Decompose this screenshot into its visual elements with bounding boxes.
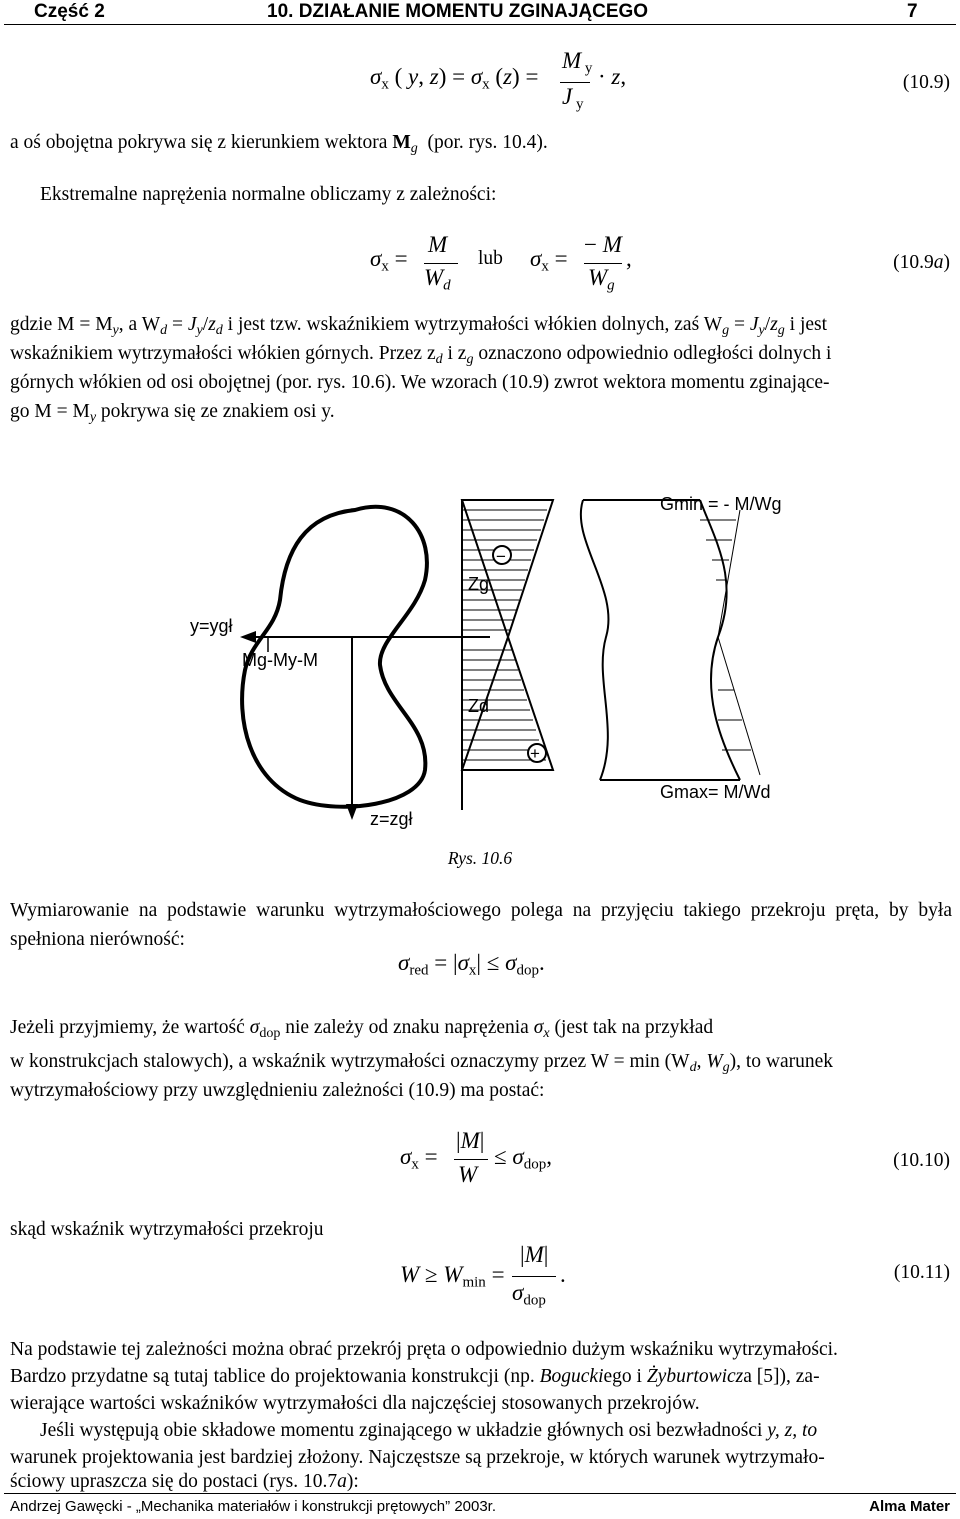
part-label: Część 2	[34, 1, 105, 22]
minus-sign: −	[496, 547, 506, 566]
eq-number-10-11: (10.11)	[893, 1262, 950, 1283]
skad-line: skąd wskaźnik wytrzymałości przekroju	[10, 1219, 324, 1240]
gdzie-line-1: gdzie $M = M_y$, a $W_d = J_y/z_d$ i jest tzw. wskaźnikiem wytrzymałości włókien dolnych, zaś $W_g = J_y/z_g$ i jest	[10, 314, 828, 339]
figure-caption: Rys. 10.6	[447, 848, 513, 868]
footer-publisher: Alma Mater	[869, 1498, 950, 1515]
gdzie-line-2: wskaźnikiem wytrzymałości włókien górnych. Przez $z_d$ i $z_g$ oznaczono odpowiednio odległości dolnych i	[10, 343, 832, 368]
final-line-2: Bardzo przydatne są tutaj tablice do projektowania konstrukcji (np. Boguckiego i Żyburtowicza [5]), za-	[10, 1366, 820, 1387]
page-header	[0, 0, 960, 26]
final-line-1: Na podstawie tej zależności można obrać przekrój pręta o odpowiednio dużym wskaźniku wytrzymałości.	[10, 1339, 838, 1360]
beam-outline	[581, 500, 609, 780]
header-rule	[4, 24, 956, 25]
sigma-max-label: Gmax= M/Wd	[660, 782, 771, 802]
zg-label: Zg	[468, 574, 490, 594]
final-line-5: warunek projektowania jest bardziej złożony. Najczęstsze są przekroje, w których warunek wytrzymało-	[10, 1447, 825, 1468]
plus-sign: +	[530, 744, 540, 763]
page-footer	[0, 1494, 960, 1519]
equation-10-9: $\sigma_x$ ( y, $z) = \sigma_x$ (z) = M $_y$ J $_y$ · z,	[370, 48, 627, 113]
equation-10-11: $W \ge W_{min}$ = |M| $\sigma_{dop}$ .	[400, 1242, 566, 1309]
sigma-min-label: Gmin = - M/Wg	[660, 494, 782, 514]
moment-label: Mg-My-M	[242, 650, 318, 670]
z-axis-label: z=zgł	[370, 809, 413, 829]
eq-number-10-10: (10.10)	[893, 1150, 950, 1171]
final-line-4: Jeśli występują obie składowe momentu zginającego w układzie głównych osi bezwładności y, z, to	[40, 1420, 818, 1441]
jezeli-line-1: Jeżeli przyjmiemy, że wartość $\sigma_{dop}$ nie zależy od znaku naprężenia $\sigma_x$ (jest tak na przykład	[10, 1017, 714, 1042]
eq-number-10-9a: (10.9a)	[893, 252, 950, 273]
equation-10-9a: $\sigma_x$ = M $W_d$ lub $\sigma_x$ = − M $W_g$ ,	[370, 232, 632, 294]
y-axis-label: y=ygł	[190, 616, 233, 636]
jezeli-line-2: w konstrukcjach stalowych), a wskaźnik wytrzymałości oznaczymy przez $W = \min (W_d$, $W_g$), to warunek	[10, 1051, 834, 1076]
final-line-3: wierające wartości wskaźników wytrzymałości dla najczęściej stosowanych przekrojów.	[10, 1393, 700, 1414]
axis-sentence: a oś obojętna pokrywa się z kierunkiem wektora $M_g$ (por. rys. 10.4).	[10, 132, 548, 157]
gdzie-line-4: go $M = M_y$ pokrywa się ze znakiem osi y.	[10, 401, 335, 426]
figure-10-6	[0, 480, 960, 840]
zd-label: Zd	[468, 696, 490, 716]
chapter-title: 10. DZIAŁANIE MOMENTU ZGINAJĄCEGO	[267, 1, 649, 22]
jezeli-line-3: wytrzymałościowy przy uwzględnieniu zależności (10.9) ma postać:	[10, 1080, 545, 1101]
extreme-intro: Ekstremalne naprężenia normalne obliczamy z zależności:	[40, 184, 497, 205]
equation-10-10: $\sigma_x$ = |M| W ≤ $\sigma_{dop}$,	[400, 1128, 552, 1187]
footer-author: Andrzej Gawęcki - „Mechanika materiałów i konstrukcji prętowych” 2003r.	[10, 1498, 497, 1515]
final-line-6: ściowy upraszcza się do postaci (rys. 10.7a):	[10, 1471, 359, 1492]
page-number: 7	[907, 1, 918, 22]
gdzie-line-3: górnych włókien od osi obojętnej (por. rys. 10.6). We wzorach (10.9) zwrot wektora momentu zginające-	[10, 372, 830, 393]
eq-number-10-9: (10.9)	[902, 72, 950, 93]
equation-sigma-red: $\sigma_{red} = |\sigma_x| \le \sigma_{dop}$.	[398, 950, 545, 979]
dimensioning-intro: Wymiarowanie na podstawie warunku wytrzymałościowego polega na przyjęciu takiego przekroju pręta, by była spełniona nierówność:	[10, 900, 952, 950]
